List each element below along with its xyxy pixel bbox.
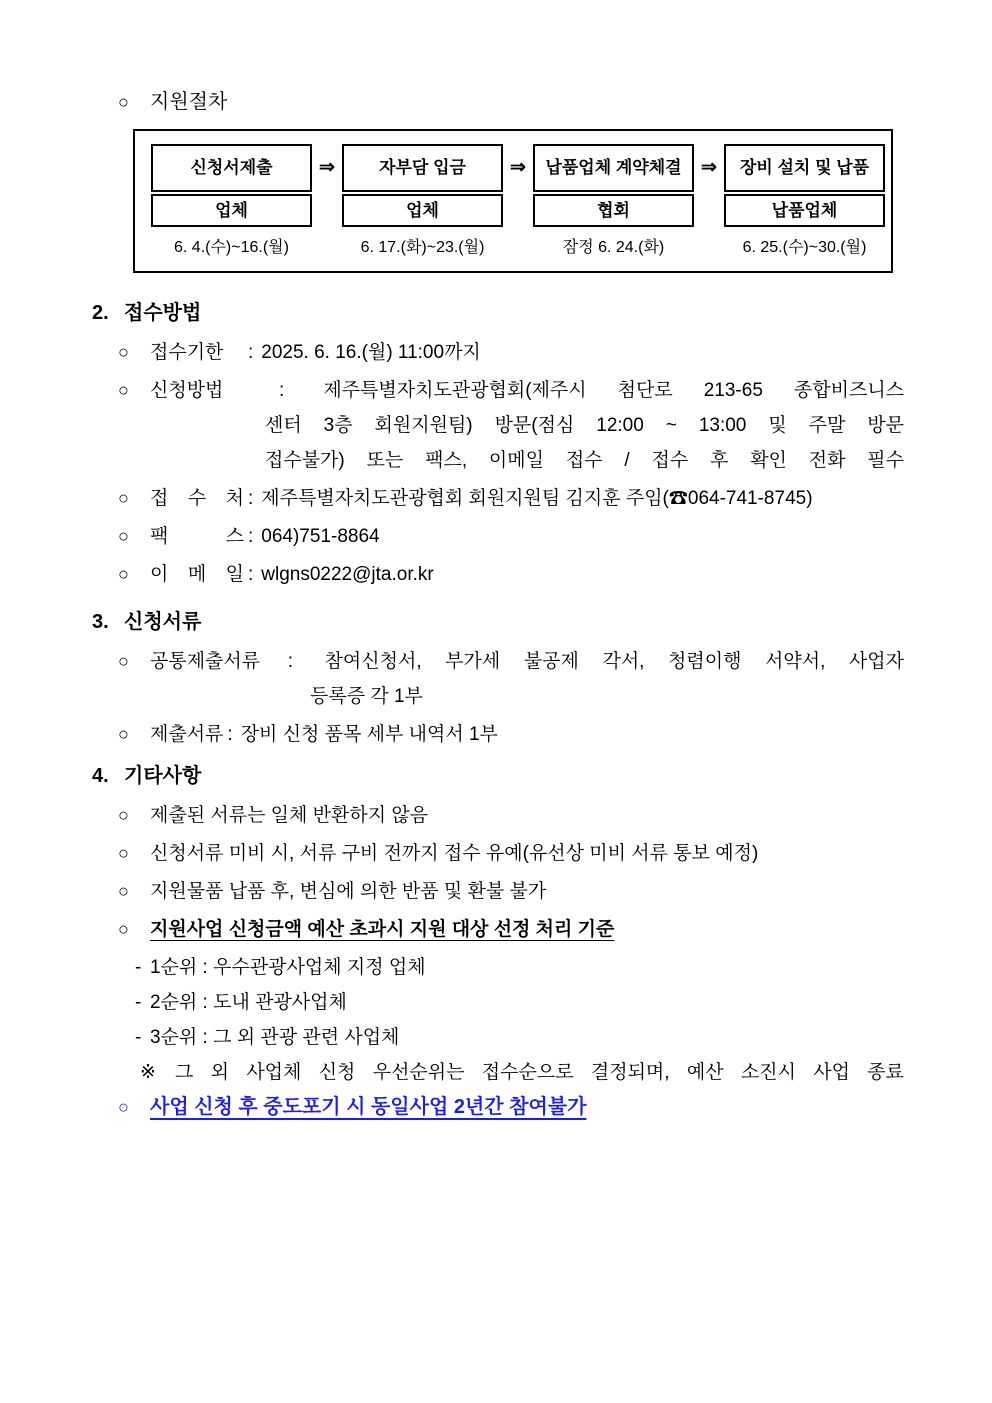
circle-bullet-icon: ○: [118, 881, 129, 901]
method-item: [92, 373, 904, 478]
contact-item: [92, 481, 904, 516]
common-docs-line-2: 등록증 각 1부: [310, 686, 423, 707]
section-2-items: [92, 335, 904, 592]
contact-label: 접 수 처: [150, 488, 244, 509]
section-4-items: [92, 798, 904, 1125]
circle-bullet-icon: ○: [118, 92, 129, 112]
email-label: 이 메 일: [150, 564, 244, 585]
flow-step-4: [724, 144, 885, 257]
section-2-heading: [92, 301, 904, 326]
deadline-label: 접수기한: [150, 342, 224, 363]
section-2-title: 접수방법: [124, 302, 202, 324]
circle-bullet-icon: ○: [118, 724, 129, 744]
common-docs-line-1: [118, 644, 904, 679]
colon-separator: :: [248, 526, 254, 547]
submit-docs-label: 제출서류: [150, 724, 224, 745]
colon-separator: :: [287, 651, 293, 672]
reference-note-text: 그 외 사업체 신청 우선순위는 접수순으로 결정되며, 예산 소진시 사업 종료: [175, 1062, 904, 1083]
flow-step-1-title: 신청서제출: [151, 144, 312, 192]
withdrawal-warning-text: 사업 신청 후 중도포기 시 동일사업 2년간 참여불가: [150, 1096, 587, 1118]
circle-bullet-icon: ○: [118, 380, 129, 400]
deadline-item: [92, 335, 904, 370]
colon-separator: :: [248, 488, 254, 509]
email-item: [92, 557, 904, 592]
procedure-flowchart: [133, 129, 893, 273]
flow-step-3-title: 납품업체 계약체결: [533, 144, 694, 192]
method-text-1: 제주특별자치도관광협회(제주시 첨단로 213-65 종합비즈니스: [323, 380, 905, 401]
fax-value: 064)751-8864: [261, 526, 380, 547]
flow-step-3-period: 잠정 6. 24.(화): [562, 239, 665, 256]
withdrawal-warning-item: [92, 1090, 904, 1125]
dash-bullet-icon: -: [135, 1027, 142, 1048]
dash-bullet-icon: -: [135, 992, 142, 1013]
section-4-heading: [92, 764, 904, 789]
rank-item-2-text: 2순위 : 도내 관광사업체: [150, 992, 347, 1013]
procedure-title: 지원절차: [150, 91, 228, 113]
circle-bullet-icon: ○: [118, 488, 129, 508]
contact-value: 제주특별자치도관광협회 회원지원팀 김지훈 주임(☎064-741-8745): [261, 488, 813, 509]
fax-item: [92, 519, 904, 554]
fax-label: 팩 스: [150, 526, 244, 547]
colon-separator: :: [279, 380, 285, 401]
colon-separator: :: [248, 564, 254, 585]
flow-step-4-title: 장비 설치 및 납품: [724, 144, 885, 192]
deadline-value: 2025. 6. 16.(월) 11:00까지: [261, 342, 481, 363]
section-3-heading: [92, 610, 904, 635]
arrow-right-icon: ⇒: [510, 157, 526, 178]
method-line-1: [118, 373, 905, 408]
circle-bullet-icon: ○: [118, 919, 129, 939]
flow-step-1: [151, 144, 312, 257]
rank-item-3: [92, 1020, 904, 1055]
circle-bullet-icon: ○: [118, 651, 129, 671]
flow-step-1-period: 6. 4.(수)~16.(월): [174, 239, 289, 256]
procedure-heading-line: [92, 90, 904, 115]
flow-step-2-agent: 업체: [342, 194, 503, 227]
flow-step-1-agent: 업체: [151, 194, 312, 227]
etc-item-3-text: 지원물품 납품 후, 변심에 의한 반품 및 환불 불가: [150, 881, 547, 902]
submit-docs-item: [92, 717, 904, 752]
flow-step-2: [342, 144, 503, 257]
etc-item-3: [92, 874, 904, 909]
circle-bullet-icon: ○: [118, 342, 129, 362]
selection-criteria-item: [92, 912, 904, 947]
dash-bullet-icon: -: [135, 957, 142, 978]
circle-bullet-icon: ○: [118, 1097, 129, 1117]
method-line-2: 센터 3층 회원지원팀) 방문(점심 12:00 ~ 13:00 및 주말 방문: [265, 415, 904, 436]
circle-bullet-icon: ○: [118, 526, 129, 546]
rank-item-2: [92, 985, 904, 1020]
flow-step-4-agent: 납품업체: [724, 194, 885, 227]
common-docs-label: 공통제출서류: [150, 651, 261, 672]
submit-docs-value: 장비 신청 품목 세부 내역서 1부: [240, 724, 498, 745]
circle-bullet-icon: ○: [118, 564, 129, 584]
rank-item-1-text: 1순위 : 우수관광사업체 지정 업체: [150, 957, 426, 978]
arrow-right-icon: ⇒: [701, 157, 717, 178]
section-4-title: 기타사항: [124, 765, 202, 787]
method-line-3: 접수불가) 또는 팩스, 이메일 접수 / 접수 후 확인 전화 필수: [265, 450, 904, 471]
circle-bullet-icon: ○: [118, 805, 129, 825]
flow-step-2-title: 자부담 입금: [342, 144, 503, 192]
section-3-title: 신청서류: [124, 611, 202, 633]
colon-separator: :: [248, 342, 254, 363]
common-docs-item: [92, 644, 904, 714]
common-docs-text-1: 참여신청서, 부가세 불공제 각서, 청렴이행 서약서, 사업자: [324, 651, 904, 672]
method-label: 신청방법: [150, 380, 224, 401]
section-3-number: 3.: [92, 611, 109, 633]
etc-item-2: [92, 836, 904, 871]
arrow-right-icon: ⇒: [319, 157, 335, 178]
flow-step-4-period: 6. 25.(수)~30.(월): [742, 239, 867, 256]
section-4-number: 4.: [92, 765, 109, 787]
flow-step-2-period: 6. 17.(화)~23.(월): [360, 239, 485, 256]
etc-item-1-text: 제출된 서류는 일체 반환하지 않음: [150, 805, 429, 826]
rank-item-1: [92, 950, 904, 985]
section-3-items: [92, 644, 904, 752]
reference-note: [92, 1055, 904, 1090]
reference-mark-icon: ※: [140, 1062, 156, 1083]
etc-item-2-text: 신청서류 미비 시, 서류 구비 전까지 접수 유예(유선상 미비 서류 통보 예정): [150, 843, 759, 864]
flow-step-3: [533, 144, 694, 257]
flow-step-3-agent: 협회: [533, 194, 694, 227]
selection-criteria-text: 지원사업 신청금액 예산 초과시 지원 대상 선정 처리 기준: [150, 919, 615, 940]
colon-separator: :: [227, 724, 233, 745]
email-value: wlgns0222@jta.or.kr: [261, 564, 434, 585]
rank-item-3-text: 3순위 : 그 외 관광 관련 사업체: [150, 1027, 400, 1048]
section-2-number: 2.: [92, 302, 109, 324]
circle-bullet-icon: ○: [118, 843, 129, 863]
etc-item-1: [92, 798, 904, 833]
